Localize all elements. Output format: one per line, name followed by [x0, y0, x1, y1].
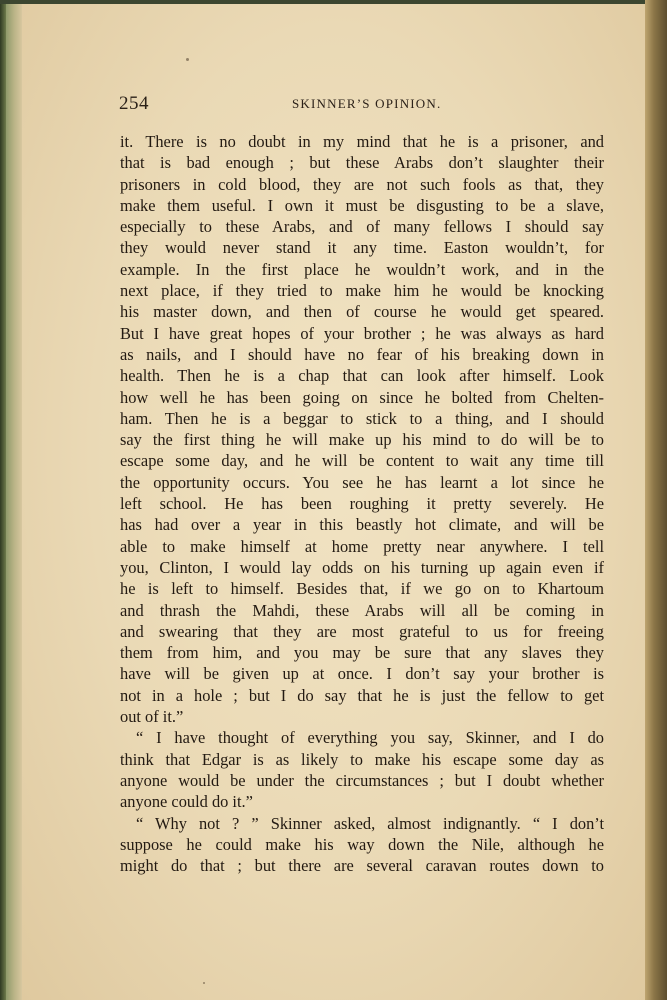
paper-speck	[203, 982, 205, 984]
text-line: next place, if they tried to make him he would be knocking	[120, 281, 604, 301]
text-line: think that Edgar is as likely to make his escape some day as	[120, 749, 604, 769]
text-line: them from him, and you may be sure that any slaves they	[120, 643, 604, 663]
page-fore-edge	[645, 0, 667, 1000]
text-line: prisoners in cold blood, they are not such fools as that, they	[120, 174, 604, 194]
text-line: that is bad enough ; but these Arabs don’t slaughter their	[120, 153, 604, 173]
page-number: 254	[119, 93, 149, 114]
text-line: health. Then he is a chap that can look after himself. Look	[120, 366, 604, 386]
text-line: you, Clinton, I would lay odds on his turning up again even if	[120, 557, 604, 577]
text-line: has had over a year in this beastly hot climate, and will be	[120, 515, 604, 535]
book-gutter	[6, 0, 22, 1000]
text-line: it. There is no doubt in my mind that he is a prisoner, and	[120, 132, 604, 151]
text-line: make them useful. I own it must be disgusting to be a slave,	[120, 195, 604, 215]
text-line: out of it.”	[120, 707, 184, 727]
text-line: and swearing that they are most grateful to us for freeing	[120, 621, 604, 641]
text-line: anyone could do it.”	[120, 792, 253, 812]
text-line: how well he has been going on since he bolted from Chelten-	[120, 387, 604, 407]
text-line: example. In the first place he wouldn’t work, and in the	[120, 259, 604, 279]
text-line: escape some day, and he will be content to wait any time till	[120, 451, 604, 471]
text-line: not in a hole ; but I do say that he is just the fellow to get	[120, 685, 604, 705]
text-line: the opportunity occurs. You see he has learnt a lot since he	[120, 472, 604, 492]
body-text	[120, 131, 604, 876]
text-line: able to make himself at home pretty near anywhere. I tell	[120, 536, 604, 556]
text-line: might do that ; but there are several caravan routes down to	[120, 856, 604, 876]
running-header-title: SKINNER’S OPINION.	[292, 96, 442, 111]
text-line: “ Why not ? ” Skinner asked, almost indignantly. “ I don’t	[136, 813, 604, 833]
text-line: as nails, and I should have no fear of his breaking down in	[120, 344, 604, 364]
text-line: anyone would be under the circumstances ; but I doubt whether	[120, 770, 604, 790]
text-line: suppose he could make his way down the Nile, although he	[120, 834, 604, 854]
text-line: “ I have thought of everything you say, Skinner, and I do	[136, 728, 604, 748]
text-line: ham. Then he is a beggar to stick to a thing, and I should	[120, 408, 604, 428]
text-line: left school. He has been roughing it pretty severely. He	[120, 494, 604, 514]
text-line: they would never stand it any time. Easton wouldn’t, for	[120, 238, 604, 258]
book-page	[22, 4, 645, 1000]
text-line: say the first thing he will make up his mind to do will be to	[120, 430, 604, 450]
text-line: his master down, and then of course he would get speared.	[120, 302, 604, 322]
text-line: and thrash the Mahdi, these Arabs will all be coming in	[120, 600, 604, 620]
text-line: have will be given up at once. I don’t say your brother is	[120, 664, 604, 684]
paper-speck	[186, 58, 189, 61]
text-line: he is left to himself. Besides that, if we go on to Khartoum	[120, 579, 604, 599]
text-line: But I have great hopes of your brother ; he was always as hard	[120, 323, 604, 343]
text-line: especially to these Arabs, and of many fellows I should say	[120, 217, 604, 237]
